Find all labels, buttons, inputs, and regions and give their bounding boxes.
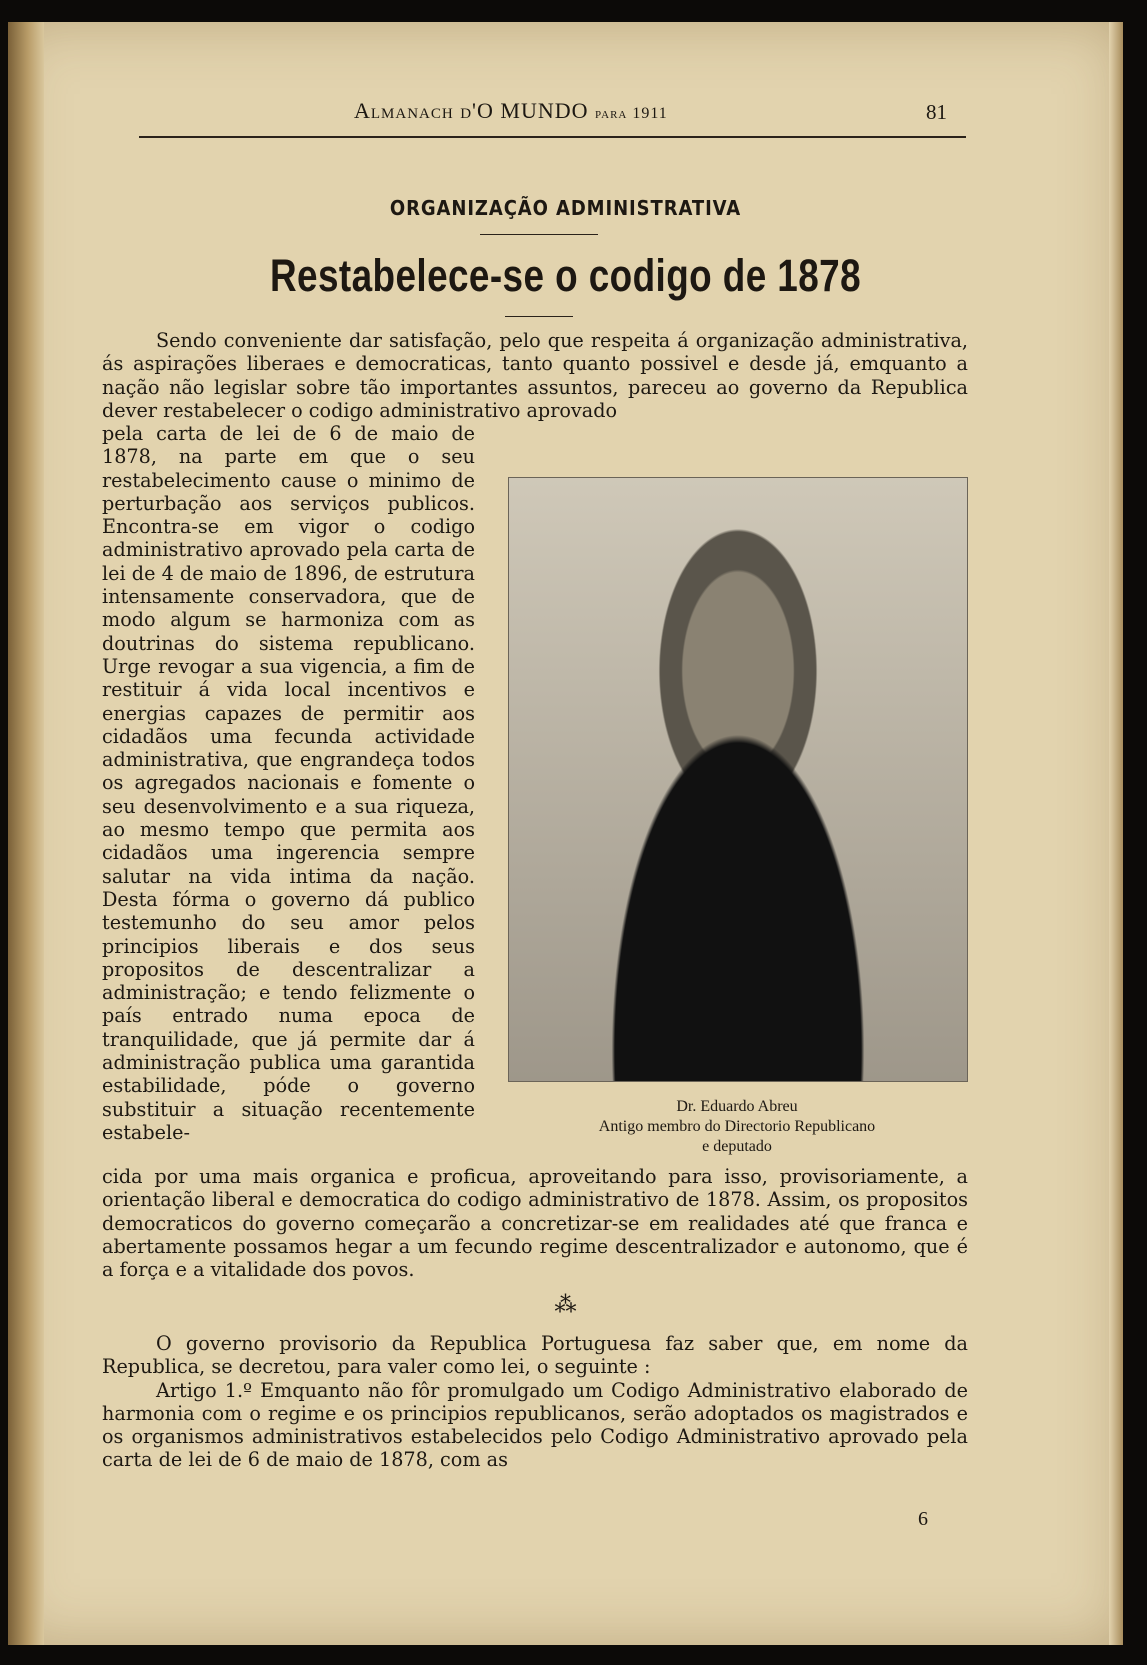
page bbox=[8, 22, 1123, 1645]
continuation-text: cida por uma mais organica e proficua, aproveitando para isso, provisoriamente, a orientação liberal e democratica do codigo administrativo de 1878. Assim, os propositos democraticos do governo começarão a concretizar-se em realidades até que franca e abertamente possamos hegar a um fecundo regime descentralizador e autonomo, que é a força e a vitalidade dos povos. bbox=[102, 1165, 968, 1282]
article-1: Artigo 1.º Emquanto não fôr promulgado um Codigo Administrativo elaborado de harmonia com o regime e os principios republicanos, serão adoptados os magistrados e os organismos administrativos estabelecidos pelo Codigo Administrativo aprovado pela carta de lei de 6 de maio de 1878, com as bbox=[102, 1378, 968, 1472]
intro-text: Sendo conveniente dar satisfação, pelo que respeita á organização administrativa, ás aspirações liberaes e democraticas, tanto quanto possivel e desde já, emquanto a nação não legislar sobre tão importantes assuntos, pareceu ao governo da Republica dever restabelecer o codigo administrativo aprovado bbox=[102, 329, 968, 422]
page-number: 81 bbox=[926, 100, 947, 124]
caption-role-2: e deputado bbox=[702, 1138, 772, 1155]
page-edge bbox=[1109, 22, 1123, 1645]
binding-gutter bbox=[8, 22, 44, 1645]
article-title: Restabelece-se o codigo de 1878 bbox=[269, 250, 862, 301]
caption-name: Dr. Eduardo Abreu bbox=[676, 1098, 798, 1115]
signature-mark: 6 bbox=[918, 1508, 928, 1530]
running-head bbox=[354, 98, 668, 124]
section-rule bbox=[480, 234, 598, 235]
title-rule bbox=[505, 316, 573, 317]
running-head-prefix: Almanach d'O bbox=[354, 98, 494, 123]
caption-role: Antigo membro do Directorio Republicano bbox=[598, 1118, 876, 1135]
intro-paragraph bbox=[102, 329, 968, 422]
photo-caption bbox=[508, 1097, 966, 1157]
running-head-suffix: para 1911 bbox=[595, 105, 668, 122]
continuation-paragraph bbox=[102, 1165, 968, 1281]
column-paragraph bbox=[102, 422, 475, 1144]
decree-paragraph bbox=[102, 1332, 968, 1472]
asterism: ⁂ bbox=[554, 1293, 577, 1318]
section-heading: ORGANIZAÇÃO ADMINISTRATIVA bbox=[389, 196, 742, 220]
header-rule bbox=[139, 136, 966, 138]
decree-intro: O governo provisorio da Republica Portuguesa faz saber que, em nome da Republica, se decretou, para valer como lei, o seguinte : bbox=[102, 1332, 968, 1379]
column-text: pela carta de lei de 6 de maio de 1878, na parte em que o seu restabelecimento cause o minimo de perturbação aos serviços publicos. Encontra-se em vigor o codigo administrativo aprovado pela carta de lei de 4 de maio de 1896, de estrutura intensamente conservadora, que de modo algum se harmoniza com as doutrinas do sistema republicano. Urge revogar a sua vigencia, a fim de restituir á vida local incentivos e energias capazes de permitir aos cidadãos uma fecunda actividade administrativa, que engrandeça todos os agregados nacionais e fomente o seu desenvolvimento e a sua riqueza, ao mesmo tempo que permita aos cidadãos uma ingerencia sempre salutar na vida intima da nação. Desta fórma o governo dá publico testemunho do seu amor pelos principios liberais e dos seus propositos de descentralizar a administração; e tendo felizmente o país entrado numa epoca de tranquilidade, que já permite dar á administração publica uma garantida estabilidade, póde o governo substituir a situação recentemente estabele- bbox=[102, 422, 475, 1144]
running-head-main: MUNDO bbox=[500, 98, 589, 123]
portrait-photo bbox=[508, 477, 968, 1082]
